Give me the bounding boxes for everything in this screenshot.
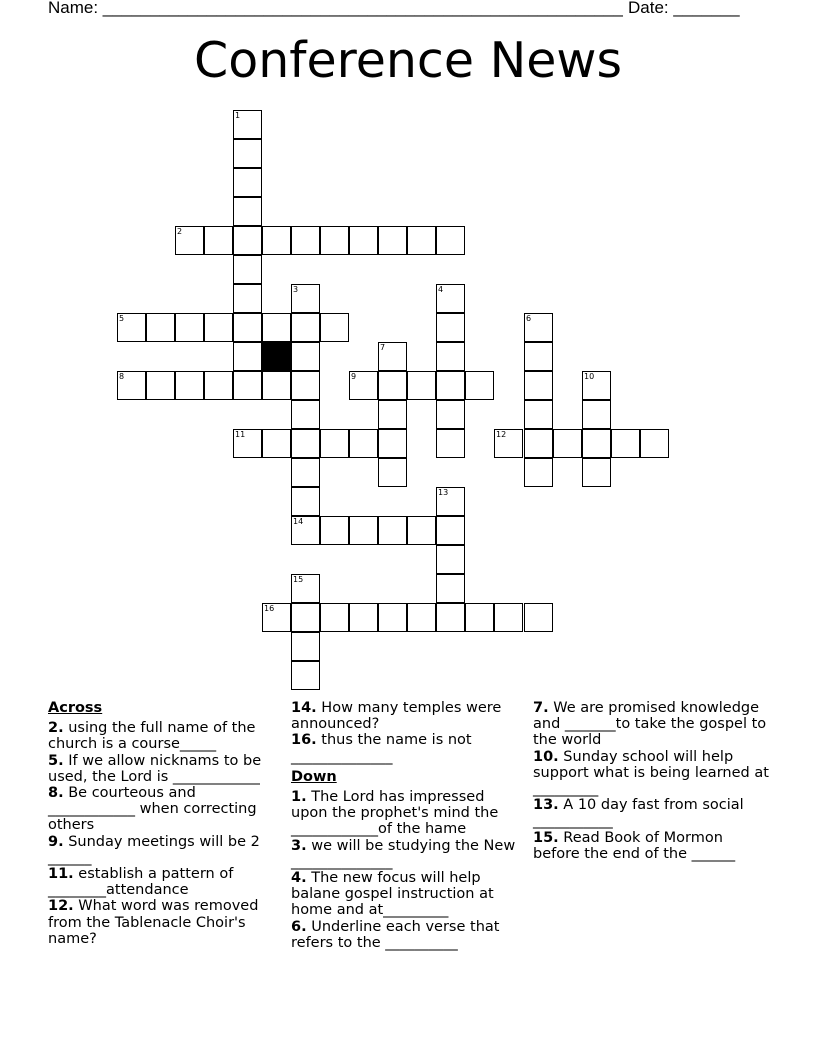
grid-cell[interactable] (378, 400, 407, 429)
clues-column-1 (48, 700, 280, 947)
grid-cell[interactable] (233, 168, 262, 197)
grid-cell[interactable] (640, 429, 669, 458)
grid-cell[interactable] (146, 313, 175, 342)
grid-cell-7[interactable] (378, 342, 407, 371)
grid-cell[interactable] (553, 429, 582, 458)
down-clue-3: 3. we will be studying the New ______________ (291, 837, 516, 870)
date-field-label: Date: _______ (628, 0, 740, 17)
grid-cell-5[interactable] (117, 313, 146, 342)
grid-cell[interactable] (291, 313, 320, 342)
grid-cell-9[interactable] (349, 371, 378, 400)
down-clue-7: 7. We are promised knowledge and _______to take the gospel to the world (533, 700, 767, 749)
across-clue-2: 2. using the full name of the church is a course_____ (48, 720, 256, 753)
grid-cell[interactable] (611, 429, 640, 458)
grid-cell[interactable] (378, 458, 407, 487)
grid-cell-11[interactable] (233, 429, 262, 458)
grid-cell[interactable] (407, 371, 436, 400)
grid-cell[interactable] (233, 197, 262, 226)
grid-cell[interactable] (436, 226, 465, 255)
clue-number: 9 (351, 372, 357, 381)
grid-cell[interactable] (320, 516, 349, 545)
grid-cell[interactable] (436, 429, 465, 458)
grid-cell[interactable] (233, 226, 262, 255)
grid-cell[interactable] (582, 429, 611, 458)
down-clue-1: 1. The Lord has impressed upon the prophet's mind the ____________of the hame (291, 789, 499, 838)
across-clue-12: 12. What word was removed from the Tablenacle Choir's name? (48, 898, 259, 947)
grid-cell-13[interactable] (436, 487, 465, 516)
grid-cell[interactable] (291, 226, 320, 255)
grid-cell-2[interactable] (175, 226, 204, 255)
name-field-label: Name: _______________________________________________________ (48, 0, 623, 17)
grid-cell[interactable] (262, 429, 291, 458)
grid-cell-10[interactable] (582, 371, 611, 400)
grid-cell-15[interactable] (291, 574, 320, 603)
grid-cell[interactable] (320, 226, 349, 255)
grid-cell[interactable] (291, 661, 320, 690)
grid-cell[interactable] (524, 429, 553, 458)
grid-cell[interactable] (436, 342, 465, 371)
grid-cell[interactable] (175, 371, 204, 400)
grid-cell[interactable] (524, 400, 553, 429)
grid-cell[interactable] (436, 603, 465, 632)
clue-number: 15 (293, 575, 304, 584)
grid-cell[interactable] (582, 458, 611, 487)
across-clue-9: 9. Sunday meetings will be 2 ______ (48, 833, 260, 866)
grid-cell[interactable] (378, 603, 407, 632)
grid-cell[interactable] (262, 313, 291, 342)
grid-cell[interactable] (524, 371, 553, 400)
grid-cell[interactable] (349, 429, 378, 458)
grid-cell[interactable] (233, 371, 262, 400)
grid-cell[interactable] (436, 516, 465, 545)
grid-cell[interactable] (436, 545, 465, 574)
grid-cell[interactable] (204, 313, 233, 342)
grid-cell[interactable] (320, 429, 349, 458)
across-clue-14: 14. How many temples were announced? (291, 700, 502, 733)
grid-cell-6[interactable] (524, 313, 553, 342)
grid-cell[interactable] (204, 226, 233, 255)
clue-number: 8 (119, 372, 125, 381)
grid-cell[interactable] (349, 603, 378, 632)
down-clue-15: 15. Read Book of Mormon before the end of the ______ (533, 829, 736, 862)
grid-cell[interactable] (407, 603, 436, 632)
grid-cell-3[interactable] (291, 284, 320, 313)
grid-cell[interactable] (436, 371, 465, 400)
down-clue-10: 10. Sunday school will help support what is being learned at _________ (533, 748, 769, 798)
grid-cell[interactable] (407, 516, 436, 545)
grid-cell[interactable] (291, 458, 320, 487)
grid-cell[interactable] (349, 226, 378, 255)
grid-cell[interactable] (233, 139, 262, 168)
grid-cell[interactable] (233, 255, 262, 284)
grid-cell[interactable] (175, 313, 204, 342)
down-clue-13: 13. A 10 day fast from social ___________ (533, 797, 744, 830)
grid-cell[interactable] (291, 603, 320, 632)
down-clue-4: 4. The new focus will help balane gospel instruction at home and at_________ (291, 870, 494, 919)
clue-number: 16 (264, 604, 275, 613)
grid-cell[interactable] (436, 574, 465, 603)
grid-cell[interactable] (378, 226, 407, 255)
grid-cell[interactable] (524, 603, 553, 632)
across-clue-8: 8. Be courteous and ____________ when correcting others (48, 785, 257, 834)
clue-number: 6 (526, 314, 532, 323)
across-clue-11: 11. establish a pattern of ________attendance (48, 866, 234, 899)
grid-cell[interactable] (233, 284, 262, 313)
clue-number: 13 (438, 488, 449, 497)
clue-number: 7 (380, 343, 386, 352)
grid-cell[interactable] (436, 400, 465, 429)
clues-column-3 (533, 700, 773, 862)
grid-cell[interactable] (291, 429, 320, 458)
down-clue-6: 6. Underline each verse that refers to the __________ (291, 918, 500, 951)
grid-cell[interactable] (349, 516, 378, 545)
clues-column-2 (291, 700, 523, 951)
grid-cell[interactable] (465, 603, 494, 632)
grid-cell[interactable] (233, 313, 262, 342)
clue-number: 3 (293, 285, 299, 294)
grid-cell[interactable] (378, 429, 407, 458)
grid-cell[interactable] (378, 371, 407, 400)
grid-cell-14[interactable] (291, 516, 320, 545)
grid-cell[interactable] (291, 371, 320, 400)
grid-cell-8[interactable] (117, 371, 146, 400)
blocked-cell (262, 342, 291, 371)
clue-number: 2 (177, 227, 183, 236)
grid-cell[interactable] (524, 342, 553, 371)
across-heading: Across (48, 700, 103, 716)
clue-number: 5 (119, 314, 125, 323)
grid-cell[interactable] (291, 342, 320, 371)
grid-cell[interactable] (320, 313, 349, 342)
clue-number: 10 (584, 372, 595, 381)
grid-cell[interactable] (320, 603, 349, 632)
grid-cell[interactable] (436, 313, 465, 342)
grid-cell-16[interactable] (262, 603, 291, 632)
grid-cell[interactable] (378, 516, 407, 545)
grid-cell[interactable] (291, 632, 320, 661)
across-clue-16: 16. thus the name is not ______________ (291, 732, 472, 765)
clue-number: 1 (235, 111, 241, 120)
grid-cell[interactable] (494, 603, 523, 632)
page-title: Conference News (194, 32, 622, 89)
across-clue-5: 5. If we allow nicknams to be used, the Lord is ____________ (48, 752, 262, 785)
clue-number: 11 (235, 430, 246, 439)
grid-cell[interactable] (262, 226, 291, 255)
grid-cell[interactable] (204, 371, 233, 400)
grid-cell[interactable] (465, 371, 494, 400)
clue-number: 14 (293, 517, 304, 526)
grid-cell-12[interactable] (494, 429, 523, 458)
grid-cell[interactable] (582, 400, 611, 429)
grid-cell[interactable] (262, 371, 291, 400)
grid-cell-1[interactable] (233, 110, 262, 139)
grid-cell[interactable] (291, 400, 320, 429)
clue-number: 4 (438, 285, 444, 294)
grid-cell[interactable] (146, 371, 175, 400)
grid-cell[interactable] (291, 487, 320, 516)
clue-number: 12 (496, 430, 507, 439)
grid-cell[interactable] (407, 226, 436, 255)
grid-cell[interactable] (524, 458, 553, 487)
down-heading: Down (291, 768, 337, 785)
grid-cell-4[interactable] (436, 284, 465, 313)
grid-cell[interactable] (233, 342, 262, 371)
